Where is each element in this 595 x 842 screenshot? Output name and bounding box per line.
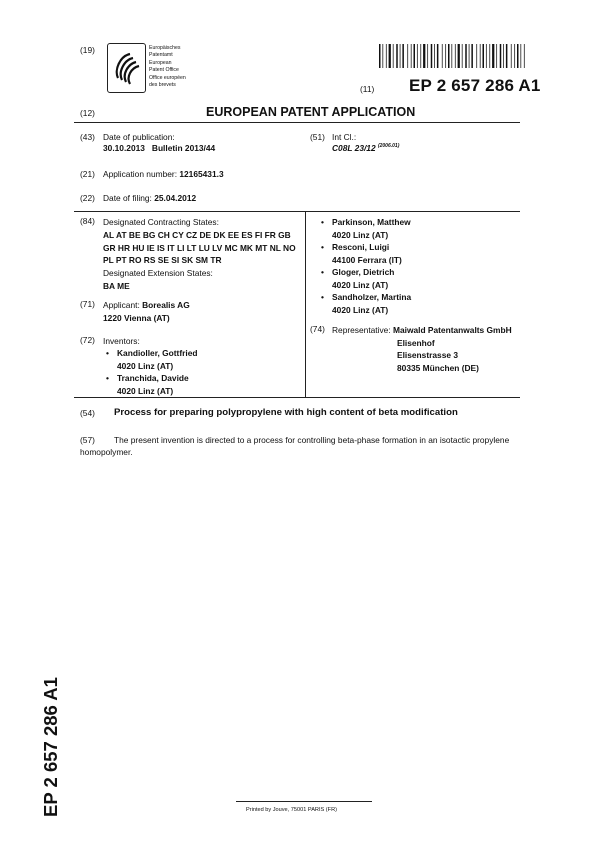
designated-states-line: PL PT RO RS SE SI SK SM TR (103, 255, 222, 266)
code-43: (43) (80, 132, 95, 142)
designated-states-line: AL AT BE BG CH CY CZ DE DK EE ES FI FR GB (103, 229, 291, 240)
application-label: Application number: (103, 169, 178, 179)
application-value: 12165431.3 (179, 169, 224, 179)
inventor-entry (332, 216, 411, 241)
inventor-entry (103, 347, 198, 372)
header-rule (74, 122, 520, 123)
applicant-name: Borealis AG (142, 300, 190, 310)
filing-row (103, 193, 196, 203)
inventor-entry (332, 291, 411, 316)
representative-line: Elisenstrasse 3 (397, 350, 458, 360)
publication-number: EP 2 657 286 A1 (409, 76, 541, 95)
filing-value: 25.04.2012 (154, 193, 197, 203)
code-74: (74) (310, 324, 325, 334)
office-name (149, 45, 186, 89)
code-54: (54) (80, 408, 95, 418)
inventor-name: • Resconi, Luigi (332, 241, 411, 254)
barcode-graphic (379, 44, 525, 68)
footer-printer: Printed by Jouve, 75001 PARIS (FR) (246, 807, 337, 813)
inventor-address: 4020 Linz (AT) (332, 279, 389, 290)
inventor-address: 4020 Linz (AT) (117, 385, 174, 396)
side-publication-number: EP 2 657 286 A1 (40, 677, 61, 817)
representative-line: Elisenhof (397, 337, 435, 348)
barcode (379, 44, 525, 68)
designated-states-line: GR HR HU IE IS IT LI LT LU LV MC MK MT NL NO (103, 242, 296, 253)
code-71: (71) (80, 299, 95, 309)
office-line: Europäisches (149, 45, 181, 51)
invention-title: Process for preparing polypropylene with high content of beta modification (114, 407, 458, 418)
box-top-rule (74, 211, 520, 212)
designated-label: Designated Contracting States: (103, 217, 219, 227)
inventor-name: • Gloger, Dietrich (332, 266, 411, 279)
inventor-entry (332, 266, 411, 291)
inventor-address: 4020 Linz (AT) (332, 229, 389, 240)
inventors-block (103, 335, 198, 397)
publication-label: Date of publication: (103, 132, 175, 142)
box-divider (305, 212, 306, 397)
code-12: (12) (80, 108, 95, 118)
document-type: EUROPEAN PATENT APPLICATION (206, 105, 416, 119)
epo-logo-icon (108, 44, 145, 92)
inventor-name: • Sandholzer, Martina (332, 291, 411, 304)
inventor-entry (332, 241, 411, 266)
intcl-version: (2006.01) (377, 143, 400, 150)
epo-logo (107, 43, 146, 93)
abstract-line: homopolymer. (80, 447, 133, 457)
abstract-line: The present invention is directed to a process for controlling beta-phase formation in an isotactic propylene (114, 435, 510, 445)
inventor-address: 44100 Ferrara (IT) (332, 254, 402, 265)
office-line: European (149, 60, 172, 66)
code-57: (57) (80, 435, 95, 445)
intcl-value: C08L 23/12 (332, 143, 376, 153)
inventor-address: 4020 Linz (AT) (332, 304, 389, 315)
inventors-label: Inventors: (103, 336, 140, 346)
representative-label: Representative: (332, 325, 391, 335)
filing-label: Date of filing: (103, 193, 152, 203)
inventor-address: 4020 Linz (AT) (117, 360, 174, 371)
code-84: (84) (80, 216, 95, 226)
representative-block (332, 324, 512, 374)
intcl-label: Int Cl.: (332, 132, 357, 142)
extension-value: BA ME (103, 280, 130, 291)
inventor-name: • Kandioller, Gottfried (117, 347, 198, 359)
footer-rule (236, 801, 372, 802)
inventor-entry (103, 372, 198, 397)
office-line: Patentamt (149, 52, 173, 58)
applicant-address: 1220 Vienna (AT) (103, 312, 170, 323)
code-19: (19) (80, 45, 95, 55)
office-line: Office européen (149, 75, 186, 81)
code-22: (22) (80, 193, 95, 203)
publication-value: 30.10.2013 Bulletin 2013/44 (103, 143, 216, 153)
intcl-value-wrap (332, 143, 399, 153)
office-line: des brevets (149, 82, 176, 88)
code-21: (21) (80, 169, 95, 179)
designated-block (103, 216, 296, 293)
extension-label: Designated Extension States: (103, 268, 213, 279)
applicant-label: Applicant: (103, 300, 140, 310)
office-line: Patent Office (149, 67, 179, 73)
inventors-continued (332, 216, 411, 316)
box-bottom-rule (74, 397, 520, 398)
application-row (103, 169, 224, 179)
code-51: (51) (310, 132, 325, 142)
code-11: (11) (360, 84, 375, 94)
inventor-name: • Parkinson, Matthew (332, 216, 411, 229)
code-72: (72) (80, 335, 95, 345)
representative-name: Maiwald Patentanwalts GmbH (393, 325, 512, 335)
inventor-name: • Tranchida, Davide (117, 372, 198, 384)
representative-line: 80335 München (DE) (397, 362, 479, 373)
applicant-block (103, 299, 190, 325)
